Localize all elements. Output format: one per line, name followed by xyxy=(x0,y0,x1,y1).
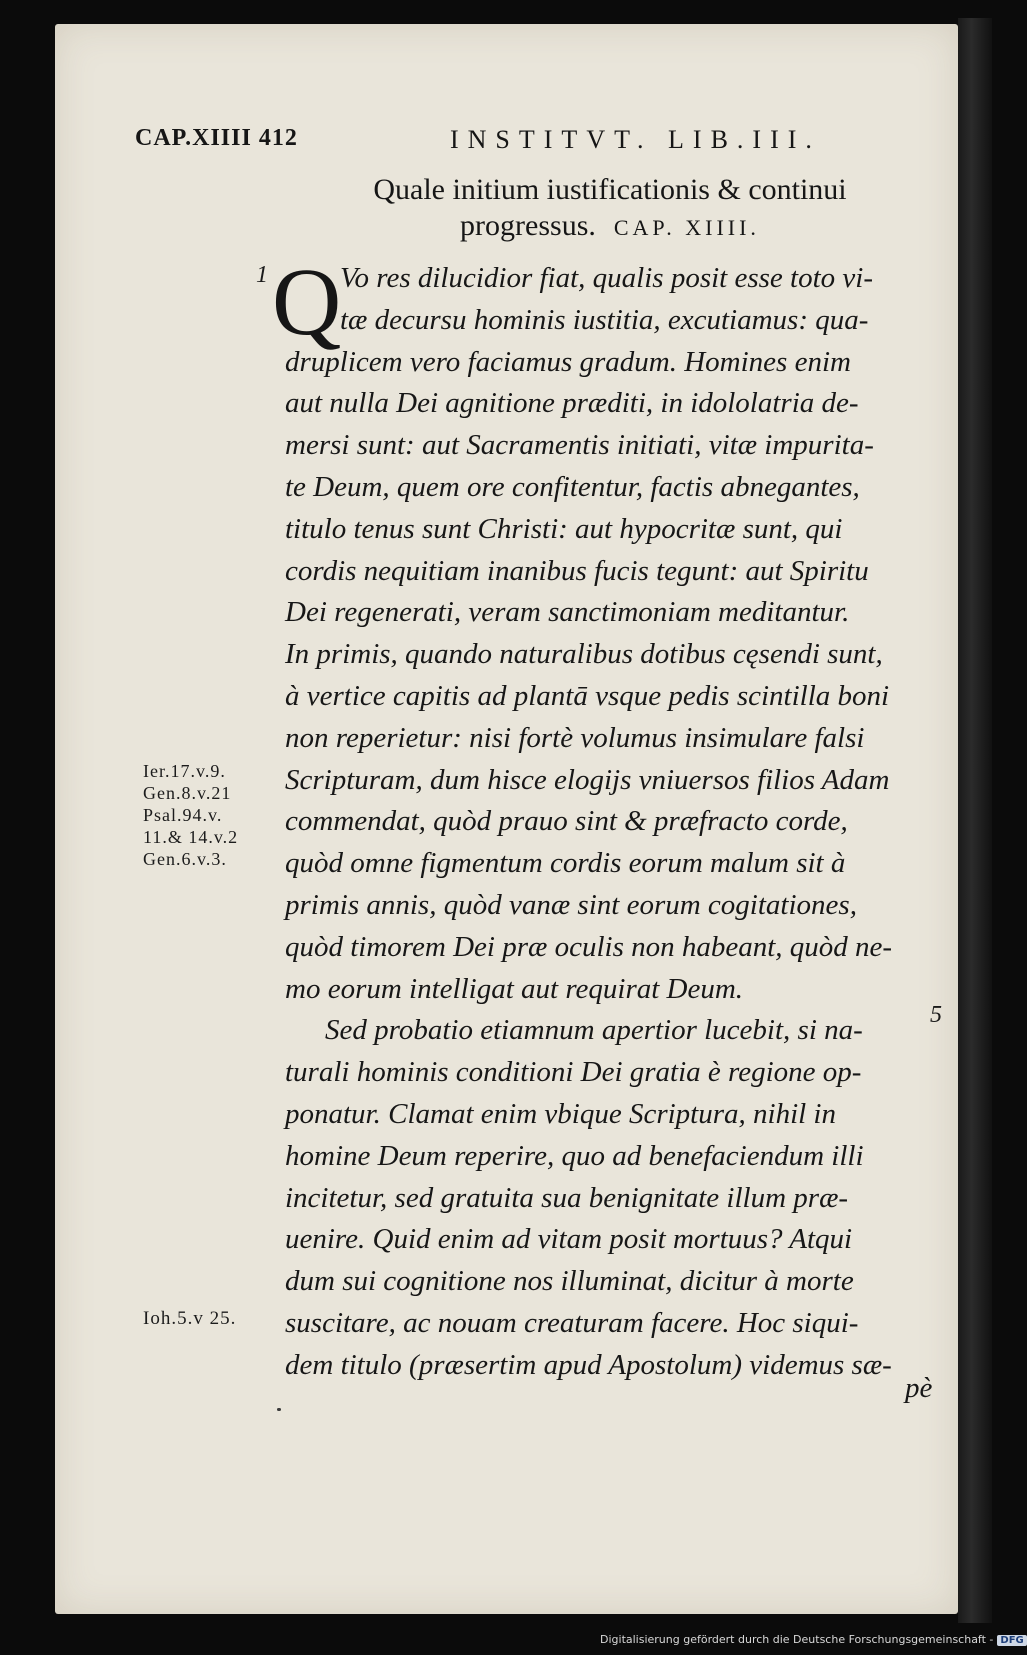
text-line: te Deum, quem ore confitentur, factis abnegantes, xyxy=(285,470,860,503)
text-line: Sed probatio etiamnum apertior lucebit, si na- xyxy=(325,1014,863,1047)
margin-note: 11.& 14.v.2 xyxy=(143,827,239,847)
text-line: uenire. Quid enim ad vitam posit mortuus? Atqui xyxy=(285,1223,853,1256)
text-line: turali hominis conditioni Dei gratia è regione op- xyxy=(285,1056,862,1089)
text-line: Scripturam, dum hisce elogijs vniuersos filios Adam xyxy=(285,763,890,796)
footer-text: Digitalisierung gefördert durch die Deutsche Forschungsgemeinschaft - xyxy=(600,1633,994,1646)
body-text xyxy=(285,258,945,1387)
chapter-number: CAP. XIIII. xyxy=(613,215,760,240)
text-line: quòd timorem Dei præ oculis non habeant, quòd ne- xyxy=(285,930,893,963)
margin-note-ioh: Ioh.5.v 25. xyxy=(143,1308,237,1329)
text-line: commendat, quòd prauo sint & præfracto corde, xyxy=(285,805,848,838)
text-line: dum sui cognitione nos illuminat, dicitur à morte xyxy=(285,1265,854,1298)
text-line: mo eorum intelligat aut requirat Deum. xyxy=(285,972,744,1005)
running-header xyxy=(135,125,915,165)
text-line: homine Deum reperire, quo ad benefaciendum illi xyxy=(285,1139,864,1172)
catchword: pè xyxy=(905,1372,933,1404)
ink-speck xyxy=(277,1408,281,1411)
text-line: primis annis, quòd vanæ sint eorum cogitationes, xyxy=(285,888,857,921)
text-line: à vertice capitis ad plantā vsque pedis scintilla boni xyxy=(285,679,890,712)
text-line: Vo res dilucidior fiat, qualis posit esse toto vi- xyxy=(340,262,873,294)
margin-notes xyxy=(143,760,278,870)
margin-note: Gen.6.v.3. xyxy=(143,849,227,869)
running-header-title: INSTITVT. LIB.III. xyxy=(450,125,821,154)
dfg-logo-icon: DFG xyxy=(997,1635,1026,1646)
chapter-title-line1: Quale initium iustificationis & continui xyxy=(373,173,847,206)
text-line: mersi sunt: aut Sacramentis initiati, vitæ impurita- xyxy=(285,429,874,462)
text-line: cordis nequitiam inanibus fucis tegunt: aut Spiritu xyxy=(285,554,869,587)
margin-note: Gen.8.v.21 xyxy=(143,783,232,803)
text-line: Dei regenerati, veram sanctimoniam meditantur. xyxy=(285,596,850,629)
book-spine-edge xyxy=(958,18,992,1623)
line-number-5: 5 xyxy=(930,1002,942,1028)
text-line: suscitare, ac nouam creaturam facere. Hoc siqui- xyxy=(285,1306,859,1339)
line-number-1: 1 xyxy=(256,262,268,288)
text-line: druplicem vero faciamus gradum. Homines enim xyxy=(285,345,851,378)
footer-credit xyxy=(600,1633,1024,1655)
chapter-title xyxy=(270,172,950,246)
text-line: ponatur. Clamat enim vbique Scriptura, nihil in xyxy=(285,1097,836,1130)
running-header-left: CAP.XIIII 412 xyxy=(135,125,298,151)
drop-cap: Q xyxy=(272,248,342,355)
text-line: titulo tenus sunt Christi: aut hypocritæ sunt, qui xyxy=(285,512,843,545)
margin-note: Ier.17.v.9. xyxy=(143,761,226,781)
chapter-title-word: progressus. xyxy=(460,209,596,242)
margin-note: Psal.94.v. xyxy=(143,805,223,825)
text-line: tæ decursu hominis iustitia, excutiamus: qua- xyxy=(340,303,869,336)
text-line: In primis, quando naturalibus dotibus cęsendi sunt, xyxy=(285,638,883,671)
text-line: incitetur, sed gratuita sua benignitate illum præ- xyxy=(285,1181,849,1214)
text-line: dem titulo (præsertim apud Apostolum) videmus sæ- xyxy=(285,1348,892,1381)
text-line: aut nulla Dei agnitione præditi, in idololatria de- xyxy=(285,387,859,420)
text-line: non reperietur: nisi fortè volumus insimulare falsi xyxy=(285,721,865,754)
chapter-title-line2 xyxy=(270,208,950,246)
text-line: quòd omne figmentum cordis eorum malum sit à xyxy=(285,847,846,880)
